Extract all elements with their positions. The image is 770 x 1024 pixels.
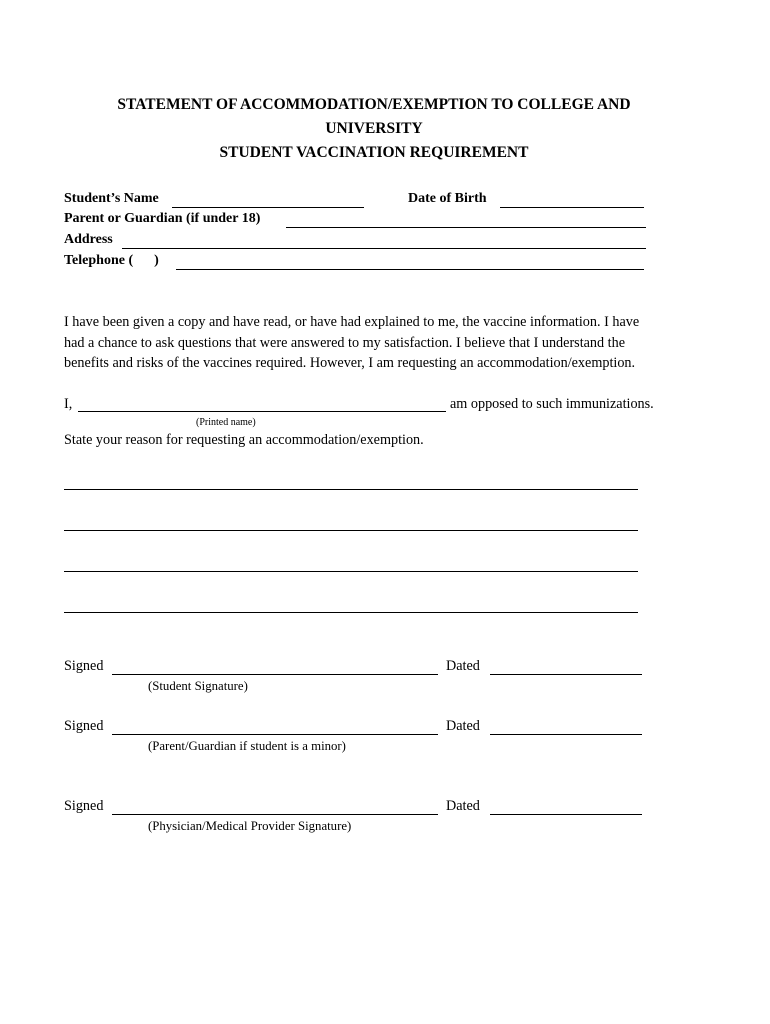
physician-dated-label: Dated <box>446 798 480 814</box>
parent-dated-label: Dated <box>446 718 480 734</box>
opposition-prefix: I, <box>64 396 73 412</box>
telephone-label: Telephone ( ) <box>64 253 159 268</box>
statement-line-3: benefits and risks of the vaccines required. However, I am requesting an accommodation/exemption. <box>64 355 636 371</box>
address-field[interactable] <box>122 248 646 249</box>
reason-prompt: State your reason for requesting an accommodation/exemption. <box>64 432 424 448</box>
student-signature-caption: (Student Signature) <box>148 679 248 693</box>
physician-date-field[interactable] <box>490 814 642 815</box>
parent-signed-label: Signed <box>64 718 104 734</box>
form-title-line3: STUDENT VACCINATION REQUIREMENT <box>219 144 529 161</box>
statement-line-2: had a chance to ask questions that were answered to my satisfaction. I believe that I understand the <box>64 335 626 351</box>
student-signature-field[interactable] <box>112 674 438 675</box>
physician-signature-field[interactable] <box>112 814 438 815</box>
physician-signature-caption: (Physician/Medical Provider Signature) <box>148 819 352 833</box>
printed-name-caption: (Printed name) <box>196 417 256 428</box>
telephone-field[interactable] <box>176 269 644 270</box>
parent-signature-field[interactable] <box>112 734 438 735</box>
reason-line-3[interactable] <box>64 571 638 572</box>
address-label: Address <box>64 232 113 247</box>
student-dated-label: Dated <box>446 658 480 674</box>
student-signed-label: Signed <box>64 658 104 674</box>
reason-line-1[interactable] <box>64 489 638 490</box>
parent-guardian-label: Parent or Guardian (if under 18) <box>64 211 261 226</box>
student-name-label: Student’s Name <box>64 191 159 206</box>
form-title-line1: STATEMENT OF ACCOMMODATION/EXEMPTION TO COLLEGE AND <box>117 96 631 113</box>
student-date-field[interactable] <box>490 674 642 675</box>
statement-line-1: I have been given a copy and have read, or have had explained to me, the vaccine information. I have <box>64 314 640 330</box>
physician-signed-label: Signed <box>64 798 104 814</box>
parent-guardian-field[interactable] <box>286 227 646 228</box>
reason-line-4[interactable] <box>64 612 638 613</box>
student-name-field[interactable] <box>172 207 364 208</box>
parent-date-field[interactable] <box>490 734 642 735</box>
parent-signature-caption: (Parent/Guardian if student is a minor) <box>148 739 346 753</box>
printed-name-field[interactable] <box>78 411 446 412</box>
form-title-line2: UNIVERSITY <box>325 120 423 137</box>
dob-label: Date of Birth <box>408 191 487 206</box>
opposition-suffix: am opposed to such immunizations. <box>450 396 654 412</box>
reason-line-2[interactable] <box>64 530 638 531</box>
dob-field[interactable] <box>500 207 644 208</box>
